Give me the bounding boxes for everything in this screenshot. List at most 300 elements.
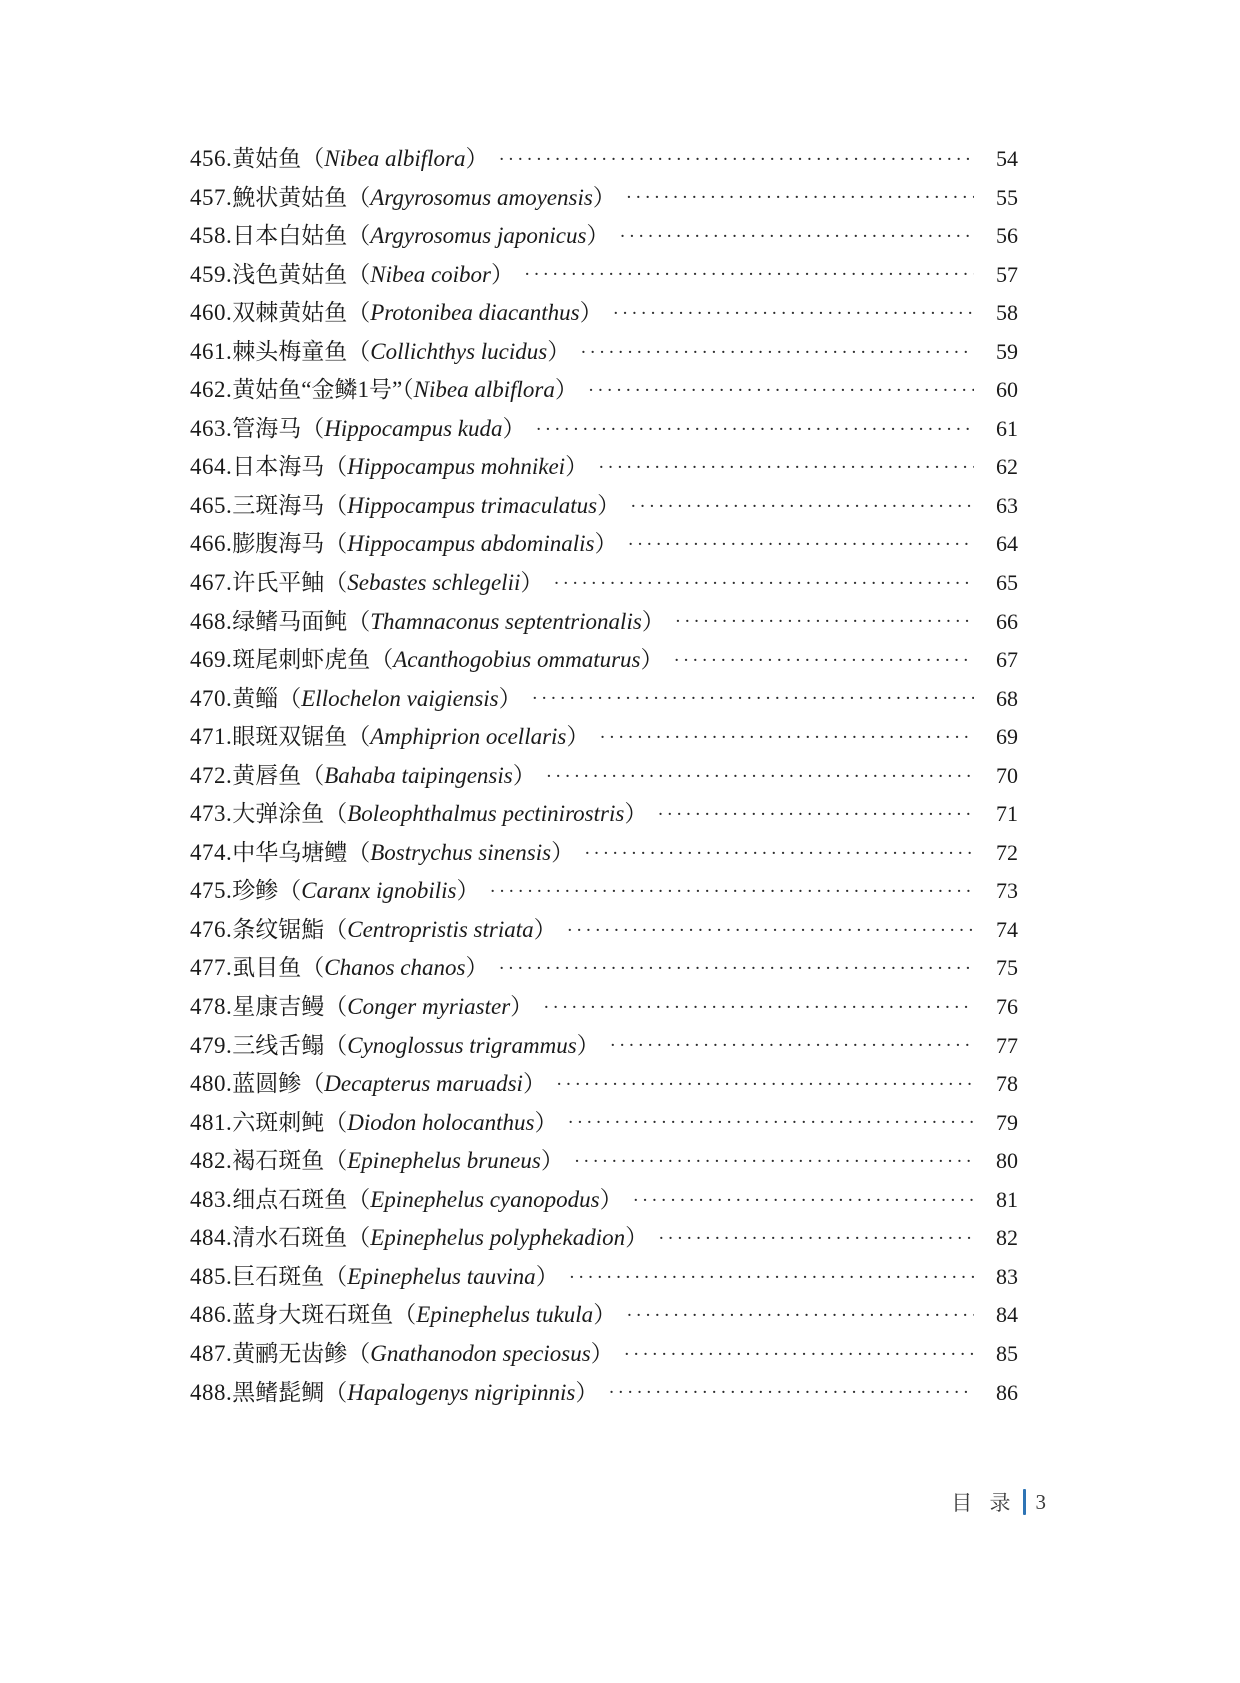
toc-list [190, 140, 1018, 1412]
entry-page-number: 81 [996, 1186, 1018, 1212]
entry-latin-name: Cynoglossus trigrammus [347, 1032, 577, 1058]
dot-leader [556, 1075, 974, 1094]
entry-close-paren: ） [625, 1225, 649, 1251]
entry-number: 457. [190, 184, 233, 210]
toc-entry [190, 834, 1018, 873]
entry-number: 474. [190, 839, 233, 865]
entry-latin-name: Boleophthalmus pectinirostris [347, 801, 625, 827]
entry-open-paren: （ [324, 454, 348, 480]
entry-chinese-name: 黑鳍髭鲷 [232, 1379, 325, 1405]
entry-number: 477. [190, 955, 233, 981]
entry-page-number: 72 [996, 839, 1018, 865]
entry-open-paren: （ [370, 647, 394, 673]
entry-chinese-name: 黄唇鱼 [232, 762, 302, 788]
entry-title [190, 911, 557, 944]
dot-leader [598, 458, 974, 477]
entry-title [190, 1335, 614, 1368]
entry-open-paren: （ [347, 1225, 371, 1251]
entry-close-paren: ） [586, 223, 610, 249]
entry-close-paren: ） [624, 801, 648, 827]
dot-leader [599, 728, 974, 747]
entry-number: 468. [190, 608, 233, 634]
entry-latin-name: Nibea albiflora [413, 377, 555, 403]
entry-latin-name: Chanos chanos [324, 955, 466, 981]
toc-entry [190, 1258, 1018, 1297]
entry-close-paren: ） [522, 1071, 546, 1097]
toc-entry [190, 757, 1018, 796]
entry-page-number: 85 [996, 1340, 1018, 1366]
entry-number: 476. [190, 916, 233, 942]
entry-title [190, 680, 522, 713]
entry-latin-name: Ellochelon vaigiensis [301, 685, 499, 711]
entry-page-number: 77 [996, 1032, 1018, 1058]
entry-latin-name: Hapalogenys nigripinnis [347, 1379, 576, 1405]
entry-page-number: 83 [996, 1263, 1018, 1289]
entry-close-paren: ） [592, 184, 616, 210]
entry-close-paren: ） [520, 570, 544, 596]
entry-chinese-name: 六斑刺鲀 [232, 1109, 325, 1135]
entry-latin-name: Thamnaconus septentrionalis [370, 608, 642, 634]
entry-number: 464. [190, 454, 233, 480]
toc-entry [190, 487, 1018, 526]
entry-title [190, 179, 616, 212]
entry-number: 481. [190, 1109, 233, 1135]
dot-leader [543, 998, 974, 1017]
entry-open-paren: （ [324, 916, 348, 942]
toc-entry [190, 795, 1018, 834]
entry-title [190, 641, 664, 674]
entry-close-paren: ） [554, 377, 578, 403]
entry-number: 487. [190, 1340, 233, 1366]
entry-title [190, 1296, 616, 1329]
entry-close-paren: ） [640, 647, 664, 673]
entry-page-number: 79 [996, 1109, 1018, 1135]
toc-entry [190, 911, 1018, 950]
entry-page-number: 62 [996, 454, 1018, 480]
entry-open-paren: （ [301, 955, 325, 981]
entry-chinese-name: 棘头梅童鱼 [232, 338, 348, 364]
entry-page-number: 55 [996, 184, 1018, 210]
entry-latin-name: Epinephelus cyanopodus [370, 1186, 600, 1212]
entry-chinese-name: 珍鲹 [232, 878, 279, 904]
entry-open-paren: （ [278, 685, 302, 711]
entry-page-number: 59 [996, 338, 1018, 364]
entry-close-paren: ） [465, 955, 489, 981]
dot-leader [628, 535, 975, 554]
entry-chinese-name: 蓝身大斑石斑鱼 [232, 1302, 394, 1328]
entry-title [190, 988, 533, 1021]
dot-leader [532, 689, 974, 708]
toc-entry [190, 718, 1018, 757]
dot-leader [490, 882, 974, 901]
toc-entry [190, 1104, 1018, 1143]
entry-open-paren: （ [347, 338, 371, 364]
entry-chinese-name: 褐石斑鱼 [232, 1148, 325, 1174]
entry-latin-name: Protonibea diacanthus [370, 300, 580, 326]
entry-close-paren: ） [547, 338, 571, 364]
entry-title [190, 1142, 564, 1175]
entry-latin-name: Hippocampus trimaculatus [347, 492, 598, 518]
entry-page-number: 74 [996, 916, 1018, 942]
entry-chinese-name: 蓝圆鲹 [232, 1071, 302, 1097]
entry-open-paren: （ [347, 184, 371, 210]
entry-latin-name: Amphiprion ocellaris [370, 724, 567, 750]
entry-latin-name: Argyrosomus amoyensis [370, 184, 593, 210]
entry-page-number: 56 [996, 223, 1018, 249]
entry-page-number: 69 [996, 724, 1018, 750]
entry-chinese-name: 双棘黄姑鱼 [232, 300, 348, 326]
entry-title [190, 1181, 623, 1214]
entry-open-paren: （ [347, 261, 371, 287]
dot-leader [608, 1383, 974, 1402]
entry-latin-name: Bostrychus sinensis [370, 839, 552, 865]
entry-number: 465. [190, 492, 233, 518]
entry-latin-name: Epinephelus tauvina [347, 1263, 536, 1289]
entry-chinese-name: 膨腹海马 [232, 531, 325, 557]
entry-chinese-name: 黄姑鱼 [232, 146, 302, 171]
entry-open-paren: （ [324, 1032, 348, 1058]
entry-number: 479. [190, 1032, 233, 1058]
entry-latin-name: Gnathanodon speciosus [370, 1340, 591, 1366]
toc-entry [190, 525, 1018, 564]
toc-entry [190, 179, 1018, 218]
dot-leader [613, 304, 974, 323]
entry-title [190, 1374, 598, 1407]
toc-entry [190, 988, 1018, 1027]
entry-chinese-name: 绿鳍马面鲀 [232, 608, 348, 634]
entry-number: 478. [190, 994, 233, 1020]
entry-page-number: 67 [996, 647, 1018, 673]
entry-title [190, 795, 647, 828]
toc-entry [190, 1181, 1018, 1220]
entry-chinese-name: 日本海马 [232, 454, 325, 480]
entry-page-number: 65 [996, 570, 1018, 596]
entry-close-paren: ） [534, 1109, 558, 1135]
entry-open-paren: （ [347, 1186, 371, 1212]
entry-close-paren: ） [465, 146, 489, 171]
entry-number: 482. [190, 1148, 233, 1174]
entry-page-number: 70 [996, 762, 1018, 788]
dot-leader [524, 265, 974, 284]
entry-title [190, 487, 620, 520]
dot-leader [567, 1113, 974, 1132]
entry-latin-name: Caranx ignobilis [301, 878, 457, 904]
entry-close-paren: ） [565, 454, 589, 480]
entry-latin-name: Diodon holocanthus [347, 1109, 535, 1135]
toc-entry [190, 1296, 1018, 1335]
entry-close-paren: ） [502, 415, 526, 441]
dot-leader [624, 1345, 974, 1364]
entry-number: 484. [190, 1225, 233, 1251]
entry-page-number: 80 [996, 1148, 1018, 1174]
entry-page-number: 57 [996, 261, 1018, 287]
entry-close-paren: ） [597, 492, 621, 518]
entry-title [190, 949, 488, 982]
entry-latin-name: Nibea albiflora [324, 146, 466, 171]
entry-page-number: 86 [996, 1379, 1018, 1405]
entry-number: 456. [190, 146, 233, 171]
dot-leader [535, 420, 974, 439]
entry-open-paren: （ [324, 1263, 348, 1289]
entry-title [190, 834, 574, 867]
entry-title [190, 410, 525, 443]
entry-page-number: 76 [996, 994, 1018, 1020]
entry-open-paren: （ [347, 724, 371, 750]
entry-close-paren: ） [566, 724, 590, 750]
entry-close-paren: ） [579, 300, 603, 326]
entry-open-paren: （ [324, 801, 348, 827]
toc-entry [190, 448, 1018, 487]
entry-title [190, 757, 536, 790]
entry-chinese-name: 条纹锯鮨 [232, 916, 325, 942]
toc-entry [190, 1219, 1018, 1258]
footer-divider-bar [1023, 1489, 1026, 1515]
entry-close-paren: ） [510, 994, 534, 1020]
entry-open-paren: （ [324, 1109, 348, 1135]
entry-chinese-name: 中华乌塘鳢 [232, 839, 348, 865]
entry-number: 471. [190, 724, 233, 750]
entry-open-paren: （ [301, 762, 325, 788]
entry-latin-name: Epinephelus polyphekadion [370, 1225, 626, 1251]
entry-close-paren: ） [593, 1302, 617, 1328]
toc-entry [190, 294, 1018, 333]
entry-close-paren: ） [590, 1340, 614, 1366]
entry-chinese-name: 虱目鱼 [232, 955, 302, 981]
entry-open-paren: （ [402, 377, 414, 403]
entry-number: 480. [190, 1071, 233, 1097]
entry-chinese-name: 三线舌鳎 [232, 1032, 325, 1058]
entry-number: 475. [190, 878, 233, 904]
entry-close-paren: ） [641, 608, 665, 634]
entry-open-paren: （ [347, 608, 371, 634]
entry-latin-name: Sebastes schlegelii [347, 570, 521, 596]
toc-entry [190, 680, 1018, 719]
entry-number: 483. [190, 1186, 233, 1212]
entry-number: 460. [190, 300, 233, 326]
entry-number: 462. [190, 377, 233, 403]
entry-open-paren: （ [347, 839, 371, 865]
page-footer [951, 1487, 1046, 1517]
entry-page-number: 66 [996, 608, 1018, 634]
entry-chinese-name: 管海马 [232, 415, 302, 441]
entry-latin-name: Acanthogobius ommaturus [393, 647, 641, 673]
dot-leader [546, 767, 974, 786]
dot-leader [574, 1152, 974, 1171]
entry-open-paren: （ [301, 146, 325, 171]
entry-page-number: 64 [996, 531, 1018, 557]
toc-entry [190, 371, 1018, 410]
toc-entry [190, 603, 1018, 642]
entry-number: 488. [190, 1379, 233, 1405]
entry-page-number: 60 [996, 377, 1018, 403]
dot-leader [498, 150, 974, 169]
entry-close-paren: ） [535, 1263, 559, 1289]
entry-chinese-name: 巨石斑鱼 [232, 1263, 325, 1289]
entry-number: 461. [190, 338, 233, 364]
entry-page-number: 73 [996, 878, 1018, 904]
toc-entry [190, 1374, 1018, 1413]
entry-page-number: 61 [996, 415, 1018, 441]
entry-number: 458. [190, 223, 233, 249]
toc-entry [190, 1065, 1018, 1104]
entry-open-paren: （ [324, 492, 348, 518]
entry-title [190, 217, 609, 250]
entry-open-paren: （ [393, 1302, 417, 1328]
entry-chinese-name: 眼斑双锯鱼 [232, 724, 348, 750]
entry-latin-name: Conger myriaster [347, 994, 511, 1020]
entry-chinese-name: 浅色黄姑鱼 [232, 261, 348, 287]
entry-latin-name: Argyrosomus japonicus [370, 223, 587, 249]
entry-chinese-name: 星康吉鳗 [232, 994, 325, 1020]
entry-number: 467. [190, 570, 233, 596]
entry-title [190, 371, 578, 404]
dot-leader [610, 1036, 974, 1055]
toc-entry [190, 1027, 1018, 1066]
entry-latin-name: Hippocampus mohnikei [347, 454, 566, 480]
entry-page-number: 54 [996, 146, 1018, 171]
toc-entry [190, 140, 1018, 179]
entry-open-paren: （ [278, 878, 302, 904]
dot-leader [657, 805, 974, 824]
entry-title [190, 1027, 600, 1060]
entry-title [190, 333, 570, 366]
entry-number: 486. [190, 1302, 233, 1328]
dot-leader [553, 574, 974, 593]
entry-close-paren: ） [551, 839, 575, 865]
entry-open-paren: （ [301, 1071, 325, 1097]
entry-title [190, 564, 543, 597]
entry-chinese-name: 鮸状黄姑鱼 [232, 184, 348, 210]
entry-page-number: 78 [996, 1071, 1018, 1097]
dot-leader [588, 381, 974, 400]
entry-open-paren: （ [324, 1379, 348, 1405]
entry-open-paren: （ [347, 1340, 371, 1366]
entry-title [190, 294, 603, 327]
footer-page-number: 3 [1035, 1489, 1046, 1514]
entry-open-paren: （ [324, 994, 348, 1020]
entry-number: 485. [190, 1263, 233, 1289]
dot-leader [674, 651, 975, 670]
entry-number: 473. [190, 801, 233, 827]
entry-latin-name: Hippocampus kuda [324, 415, 503, 441]
entry-chinese-name: 斑尾刺虾虎鱼 [232, 647, 371, 673]
footer-section-label: 目 录 [951, 1491, 1017, 1515]
entry-open-paren: （ [324, 570, 348, 596]
dot-leader [675, 612, 974, 631]
entry-latin-name: Epinephelus tukula [416, 1302, 594, 1328]
dot-leader [569, 1268, 974, 1287]
toc-entry [190, 564, 1018, 603]
entry-chinese-name: 黄鲻 [232, 685, 279, 711]
toc-entry [190, 256, 1018, 295]
entry-page-number: 82 [996, 1225, 1018, 1251]
entry-close-paren: ） [576, 1032, 600, 1058]
entry-close-paren: ） [498, 685, 522, 711]
toc-entry [190, 949, 1018, 988]
entry-chinese-name: 大弹涂鱼 [232, 801, 325, 827]
entry-title [190, 1065, 546, 1098]
dot-leader [580, 343, 974, 362]
dot-leader [626, 1306, 974, 1325]
entry-latin-name: Centropristis striata [347, 916, 534, 942]
entry-open-paren: （ [324, 1148, 348, 1174]
entry-page-number: 75 [996, 955, 1018, 981]
entry-chinese-name: 清水石斑鱼 [232, 1225, 348, 1251]
toc-entry [190, 333, 1018, 372]
entry-chinese-name: 日本白姑鱼 [232, 223, 348, 249]
entry-close-paren: ） [599, 1186, 623, 1212]
entry-chinese-name: 黄姑鱼“金鳞1号” [232, 377, 403, 403]
entry-page-number: 84 [996, 1302, 1018, 1328]
dot-leader [658, 1229, 974, 1248]
toc-entry [190, 1335, 1018, 1374]
dot-leader [619, 227, 974, 246]
entry-number: 459. [190, 261, 233, 287]
toc-entry [190, 872, 1018, 911]
dot-leader [498, 959, 974, 978]
dot-leader [567, 921, 974, 940]
entry-open-paren: （ [347, 300, 371, 326]
entry-chinese-name: 许氏平鲉 [232, 570, 325, 596]
entry-page-number: 68 [996, 685, 1018, 711]
entry-title [190, 872, 480, 905]
entry-title [190, 525, 618, 558]
entry-page-number: 71 [996, 801, 1018, 827]
entry-close-paren: ） [540, 1148, 564, 1174]
entry-latin-name: Bahaba taipingensis [324, 762, 513, 788]
entry-open-paren: （ [347, 223, 371, 249]
dot-leader [626, 188, 974, 207]
entry-page-number: 63 [996, 492, 1018, 518]
entry-title [190, 256, 514, 289]
dot-leader [633, 1191, 974, 1210]
entry-latin-name: Collichthys lucidus [370, 338, 548, 364]
entry-close-paren: ） [533, 916, 557, 942]
entry-latin-name: Hippocampus abdominalis [347, 531, 595, 557]
entry-close-paren: ） [575, 1379, 599, 1405]
entry-latin-name: Nibea coibor [370, 261, 491, 287]
entry-chinese-name: 黄鹂无齿鲹 [232, 1340, 348, 1366]
entry-number: 470. [190, 685, 233, 711]
entry-title [190, 448, 588, 481]
entry-title [190, 1219, 648, 1252]
toc-entry [190, 1142, 1018, 1181]
entry-open-paren: （ [301, 415, 325, 441]
entry-close-paren: ） [512, 762, 536, 788]
entry-chinese-name: 三斑海马 [232, 492, 325, 518]
entry-title [190, 718, 589, 751]
entry-number: 463. [190, 415, 233, 441]
entry-number: 466. [190, 531, 233, 557]
entry-close-paren: ） [594, 531, 618, 557]
entry-latin-name: Epinephelus bruneus [347, 1148, 541, 1174]
entry-latin-name: Decapterus maruadsi [324, 1071, 523, 1097]
entry-open-paren: （ [324, 531, 348, 557]
toc-entry [190, 641, 1018, 680]
entry-close-paren: ） [456, 878, 480, 904]
entry-title [190, 1258, 559, 1291]
dot-leader [630, 497, 974, 516]
entry-close-paren: ） [491, 261, 514, 287]
toc-entry [190, 217, 1018, 256]
entry-page-number: 58 [996, 300, 1018, 326]
entry-number: 472. [190, 762, 233, 788]
entry-title [190, 603, 665, 636]
entry-number: 469. [190, 647, 233, 673]
toc-entry [190, 410, 1018, 449]
entry-title [190, 140, 488, 173]
entry-title [190, 1104, 557, 1137]
